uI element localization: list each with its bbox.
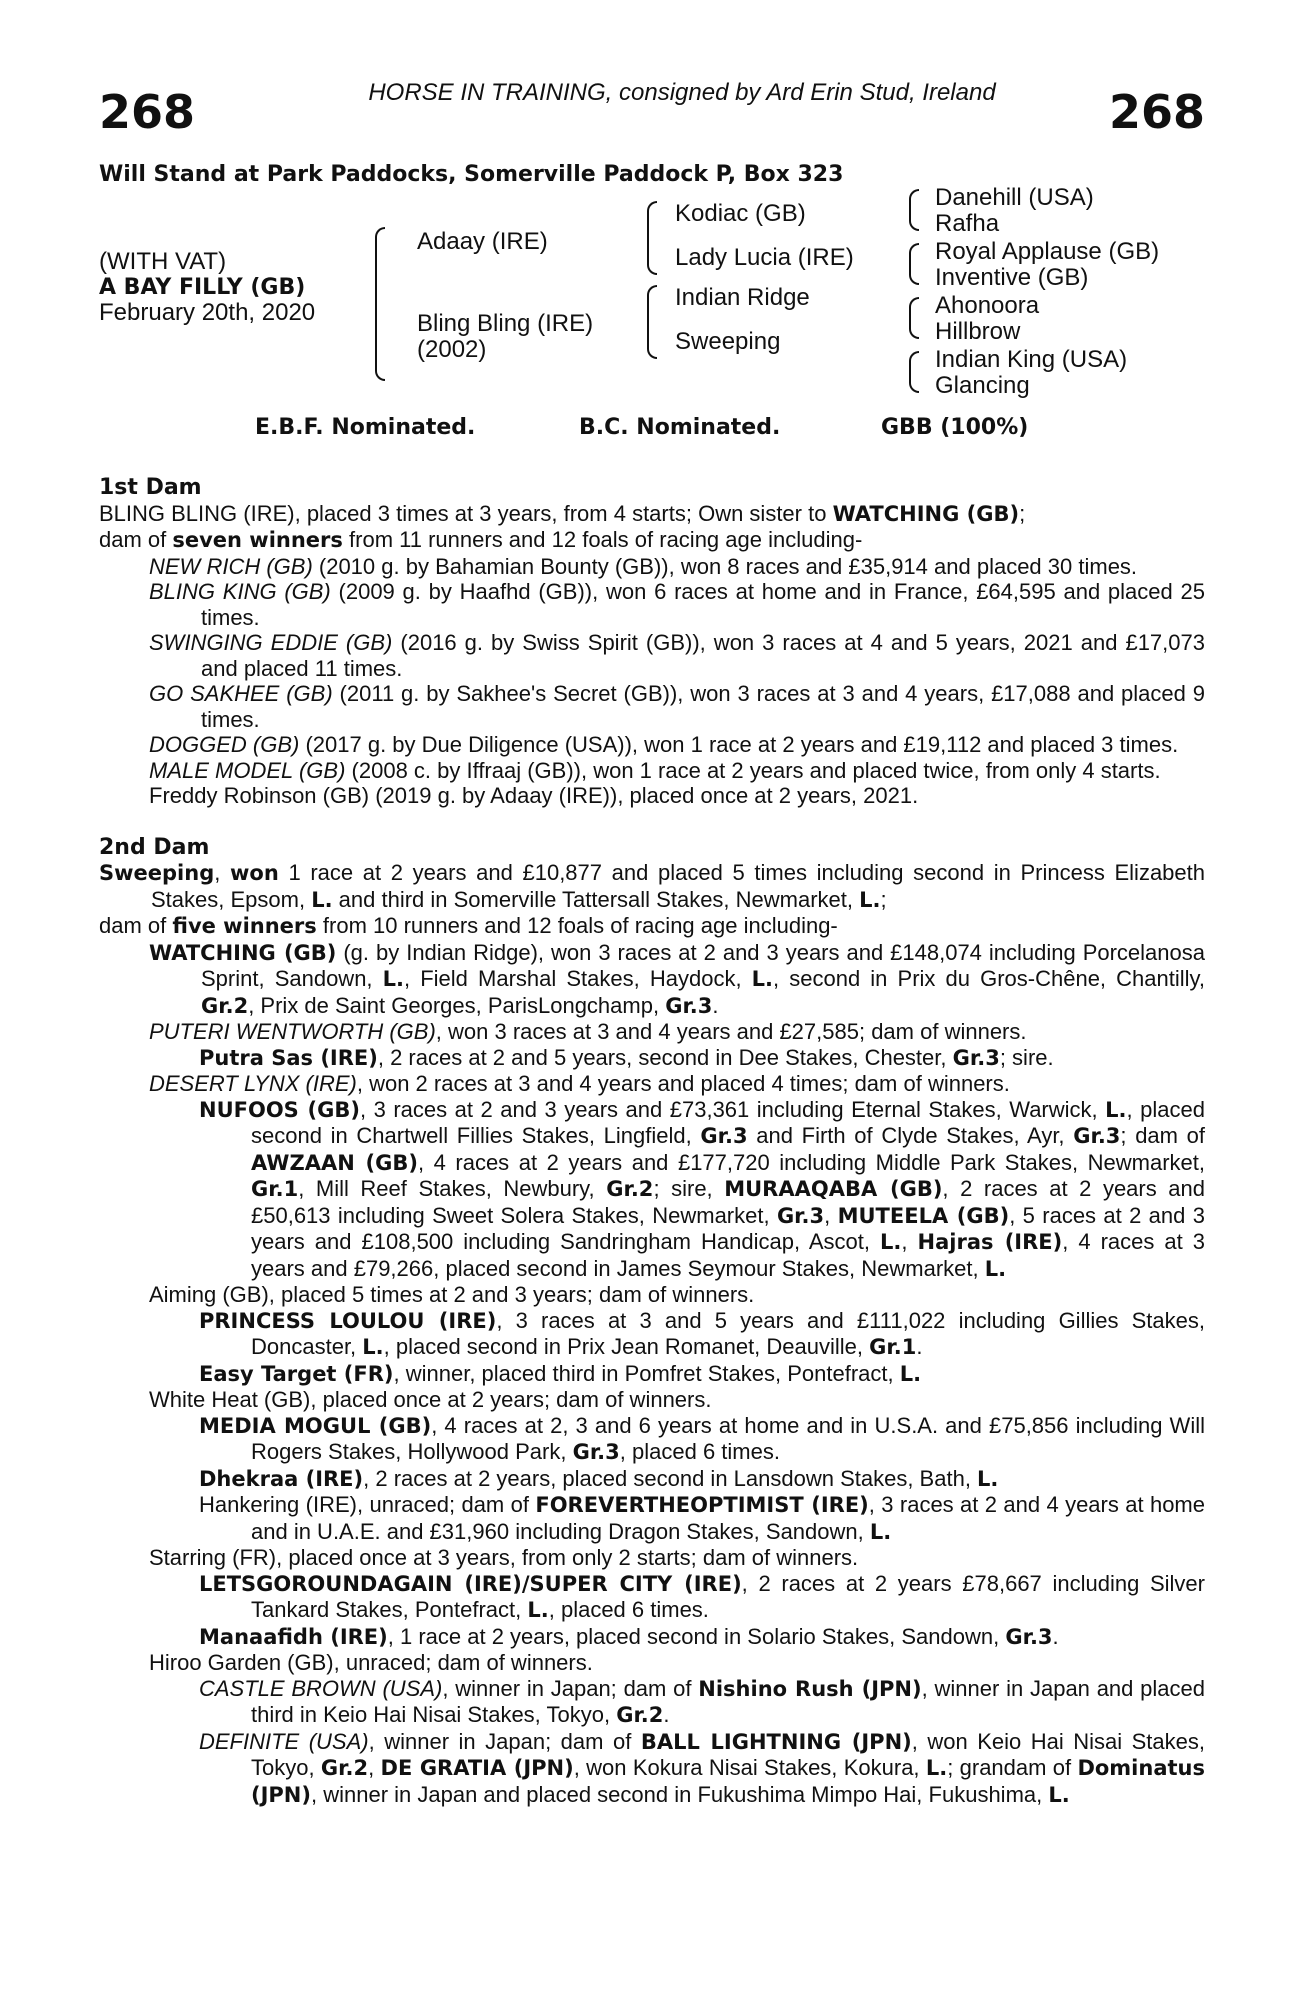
brace-sire	[647, 201, 657, 275]
progeny-item: DOGGED (GB) (2017 g. by Due Diligence (USA)), won 1 race at 2 years and £19,112 and placed 3 times.	[149, 732, 1179, 757]
sire: Adaay (IRE)	[417, 228, 548, 255]
progeny-easy: Easy Target (FR), winner, placed third in Pomfret Stakes, Pontefract, L.	[199, 1360, 922, 1386]
progeny-princess: PRINCESS LOULOU (IRE), 3 races at 3 and 5 years and £111,022 including Gillies Stakes, Doncaster, L., placed second in Prix Jean Romanet, Deauville, Gr.1.	[199, 1307, 1205, 1359]
gen3-8: Glancing	[935, 372, 1030, 399]
gen3-7: Indian King (USA)	[935, 346, 1128, 373]
progeny-dhekraa: Dhekraa (IRE), 2 races at 2 years, placed second in Lansdown Stakes, Bath, L.	[199, 1465, 999, 1491]
stand-location: Will Stand at Park Paddocks, Somerville Paddock P, Box 323	[99, 161, 844, 187]
dam: Bling Bling (IRE)	[417, 310, 594, 337]
dam-dam: Sweeping	[675, 328, 781, 355]
first-dam-intro: BLING BLING (IRE), placed 3 times at 3 years, from 4 starts; Own sister to WATCHING (GB);	[99, 500, 1026, 526]
progeny-castle: CASTLE BROWN (USA), winner in Japan; dam of Nishino Rush (JPN), winner in Japan and placed third in Keio Hai Nisai Stakes, Tokyo, Gr.2.	[199, 1675, 1206, 1727]
pedigree-table	[99, 184, 1205, 415]
progeny-starring: Starring (FR), placed once at 3 years, from only 2 starts; dam of winners.	[149, 1545, 859, 1570]
lot-number-right: 268	[1108, 84, 1205, 139]
horse-description: A BAY FILLY (GB)	[99, 275, 306, 300]
progeny-item: MALE MODEL (GB) (2008 c. by Iffraaj (GB)), won 1 race at 2 years and placed twice, from only 4 starts.	[149, 757, 1161, 783]
bc-nomination: B.C. Nominated.	[579, 415, 781, 440]
dam-year: (2002)	[417, 336, 487, 363]
gen3-5: Ahonoora	[935, 292, 1040, 319]
brace-g1	[909, 189, 919, 231]
progeny-item: BLING KING (GB) (2009 g. by Haafhd (GB)), won 6 races at home and in France, £64,595 and placed 25 times.	[149, 579, 1205, 630]
gen3-6: Hillbrow	[935, 318, 1021, 345]
second-dam-intro: Sweeping, won 1 race at 2 years and £10,877 and placed 5 times including second in Princess Elizabeth Stakes, Epsom, L. and third in Somerville Tattersall Stakes, Newmarket, L.;	[99, 860, 1205, 912]
ebf-nomination: E.B.F. Nominated.	[255, 415, 476, 440]
progeny-nufoos: NUFOOS (GB), 3 races at 2 and 3 years and £73,361 including Eternal Stakes, Warwick, L., placed second in Chartwell Fillies Stakes, Lingfield, Gr.3 and Firth of Clyde Stakes, Ayr, Gr.3; dam of AWZAAN (GB), 4 races at 2 years and £177,720 including Middle Park Stakes, Newmarket, Gr.1, Mill Reef Stakes, Newbury, Gr.2; sire, MURAAQABA (GB), 2 races at 2 years and £50,613 including Sweet Solera Stakes, Newmarket, Gr.3, MUTEELA (GB), 5 races at 2 and 3 years and £108,500 including Sandringham Handicap, Ascot, L., Hajras (IRE), 4 races at 3 years and £79,266, placed second in James Seymour Stakes, Newmarket, L.	[199, 1096, 1206, 1281]
gen3-4: Inventive (GB)	[935, 264, 1089, 291]
progeny-item: SWINGING EDDIE (GB) (2016 g. by Swiss Spirit (GB)), won 3 races at 4 and 5 years, 2021 and £17,073 and placed 11 times.	[149, 630, 1205, 681]
brace-g4	[909, 351, 919, 393]
vat-note: (WITH VAT)	[99, 248, 227, 275]
progeny-lets: LETSGOROUNDAGAIN (IRE)/SUPER CITY (IRE), 2 races at 2 years £78,667 including Silver Tankard Stakes, Pontefract, L., placed 6 times.	[199, 1570, 1205, 1622]
brace-g2	[909, 243, 919, 285]
progeny-hiroo: Hiroo Garden (GB), unraced; dam of winners.	[149, 1650, 593, 1675]
progeny-aiming: Aiming (GB), placed 5 times at 2 and 3 years; dam of winners.	[149, 1282, 755, 1307]
sire-sire: Kodiac (GB)	[675, 200, 806, 227]
progeny-hankering: Hankering (IRE), unraced; dam of FOREVERTHEOPTIMIST (IRE), 3 races at 2 and 4 years at home and in U.A.E. and £31,960 including Dragon Stakes, Sandown, L.	[199, 1492, 1205, 1544]
progeny-white: White Heat (GB), placed once at 2 years; dam of winners.	[149, 1387, 712, 1412]
progeny-item: GO SAKHEE (GB) (2011 g. by Sakhee's Secret (GB)), won 3 races at 3 and 4 years, £17,088 and placed 9 times.	[149, 681, 1205, 732]
progeny-item: NEW RICH (GB) (2010 g. by Bahamian Bounty (GB)), won 8 races and £35,914 and placed 30 times.	[149, 553, 1138, 579]
brace-g3	[909, 297, 919, 339]
foaling-date: February 20th, 2020	[99, 299, 316, 326]
progeny-item: Freddy Robinson (GB) (2019 g. by Adaay (IRE)), placed once at 2 years, 2021.	[149, 783, 919, 808]
brace-gen1	[375, 227, 385, 381]
gen3-2: Rafha	[935, 210, 1000, 237]
consignor-line: HORSE IN TRAINING, consigned by Ard Erin Stud, Ireland	[368, 79, 996, 106]
progeny-manaafidh: Manaafidh (IRE), 1 race at 2 years, placed second in Solario Stakes, Sandown, Gr.3.	[199, 1623, 1059, 1649]
catalogue-page	[99, 80, 1205, 1808]
progeny-putra: Putra Sas (IRE), 2 races at 2 and 5 years, second in Dee Stakes, Chester, Gr.3; sire.	[199, 1044, 1054, 1070]
progeny-definite: DEFINITE (USA), winner in Japan; dam of BALL LIGHTNING (JPN), won Keio Hai Nisai Stakes, Tokyo, Gr.2, DE GRATIA (JPN), won Kokura Nisai Stakes, Kokura, L.; grandam of Dominatus (JPN), winner in Japan and placed second in Fukushima Mimpo Hai, Fukushima, L.	[199, 1728, 1206, 1807]
first-dam-summary: dam of seven winners from 11 runners and 12 foals of racing age including-	[99, 527, 863, 552]
dam-sire: Indian Ridge	[675, 284, 810, 311]
progeny-puteri: PUTERI WENTWORTH (GB), won 3 races at 3 and 4 years and £27,585; dam of winners.	[149, 1019, 1027, 1044]
gbb-status: GBB (100%)	[881, 415, 1029, 440]
brace-dam	[647, 285, 657, 359]
second-dam-summary: dam of five winners from 10 runners and 12 foals of racing age including-	[99, 913, 838, 938]
lot-number-left: 268	[99, 84, 196, 139]
progeny-desert: DESERT LYNX (IRE), won 2 races at 3 and 4 years and placed 4 times; dam of winners.	[149, 1071, 1010, 1096]
nominations-row	[99, 415, 1205, 463]
gen3-3: Royal Applause (GB)	[935, 238, 1160, 265]
second-dam-heading: 2nd Dam	[99, 834, 210, 860]
sire-dam: Lady Lucia (IRE)	[675, 244, 854, 271]
first-dam-heading: 1st Dam	[99, 475, 202, 500]
gen3-1: Danehill (USA)	[935, 184, 1094, 211]
progeny-watching: WATCHING (GB) (g. by Indian Ridge), won 3 races at 2 and 3 years and £148,074 including Porcelanosa Sprint, Sandown, L., Field Marshal Stakes, Haydock, L., second in Prix du Gros-Chêne, Chantilly, Gr.2, Prix de Saint Georges, ParisLongchamp, Gr.3.	[149, 939, 1205, 1018]
progeny-media: MEDIA MOGUL (GB), 4 races at 2, 3 and 6 years at home and in U.S.A. and £75,856 including Will Rogers Stakes, Hollywood Park, Gr.3, placed 6 times.	[199, 1412, 1205, 1464]
